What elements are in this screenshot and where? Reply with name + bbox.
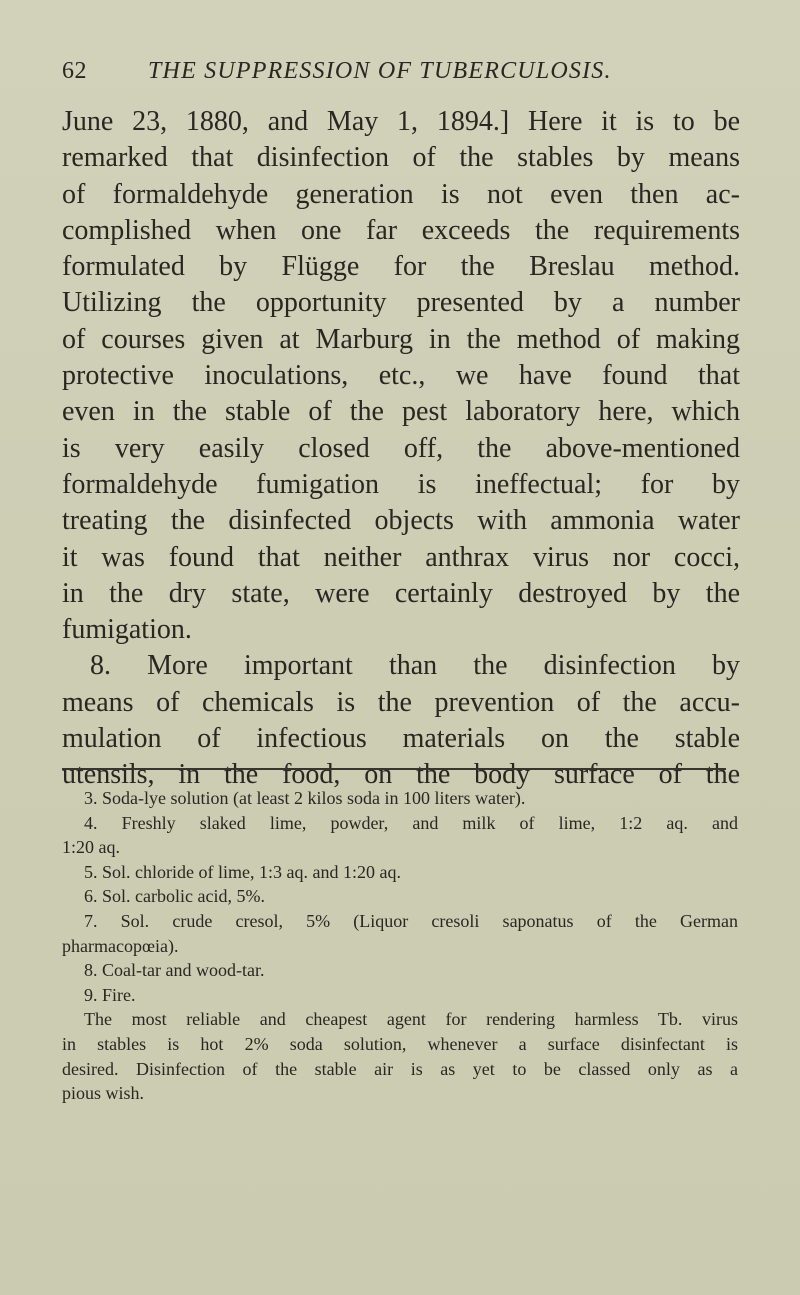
footnote-line: The most reliable and cheapest agent for rendering harmless Tb. virus	[84, 1009, 738, 1030]
body-line: fumigation.	[62, 614, 192, 646]
body-line: protective inoculations, etc., we have found that	[62, 360, 740, 392]
body-line: in the dry state, were certainly destroyed by the	[62, 577, 740, 609]
footnote-line: pious wish.	[62, 1083, 145, 1104]
footnote-line: 1:20 aq.	[62, 837, 120, 858]
body-line: remarked that disinfection of the stables by means	[62, 142, 740, 174]
footnote-line: in stables is hot 2% soda solution, whenever a surface disinfectant is	[62, 1033, 738, 1054]
footnote-line: 6. Sol. carbolic acid, 5%.	[84, 886, 265, 907]
page-header	[62, 58, 738, 88]
running-title: THE SUPPRESSION OF TUBERCULOSIS.	[148, 58, 612, 84]
body-line: mulation of infectious materials on the stable	[62, 723, 740, 755]
body-line: June 23, 1880, and May 1, 1894.] Here it is to be	[62, 106, 740, 137]
footnote-line: pharmacopœia).	[62, 935, 179, 956]
body-line: complished when one far exceeds the requirements	[62, 214, 740, 246]
body-line: of formaldehyde generation is not even then ac-	[62, 178, 740, 210]
footnote-divider	[62, 768, 726, 770]
body-line: utensils, in the food, on the body surface of the	[62, 759, 740, 791]
footnote-line: 8. Coal-tar and wood-tar.	[84, 960, 265, 981]
body-line: Utilizing the opportunity presented by a number	[62, 287, 740, 319]
body-line: it was found that neither anthrax virus nor cocci,	[62, 541, 740, 573]
body-line: of courses given at Marburg in the method of making	[62, 323, 740, 355]
body-line: treating the disinfected objects with ammonia water	[62, 505, 740, 537]
footnote-line: 9. Fire.	[84, 984, 136, 1005]
body-line: is very easily closed off, the above-mentioned	[62, 432, 740, 464]
body-text	[62, 104, 740, 794]
footnote-line: 4. Freshly slaked lime, powder, and milk of lime, 1:2 aq. and	[84, 812, 738, 833]
body-line: formaldehyde fumigation is ineffectual; for by	[62, 468, 740, 500]
footnote-line: desired. Disinfection of the stable air is as yet to be classed only as a	[62, 1058, 738, 1079]
body-line: even in the stable of the pest laboratory here, which	[62, 396, 740, 428]
footnotes	[62, 786, 738, 1106]
page-number: 62	[62, 58, 87, 84]
body-line: means of chemicals is the prevention of the accu-	[62, 686, 740, 718]
body-line: 8. More important than the disinfection by	[90, 650, 740, 682]
footnote-line: 7. Sol. crude cresol, 5% (Liquor cresoli saponatus of the German	[84, 910, 738, 931]
footnote-line: 3. Soda-lye solution (at least 2 kilos soda in 100 liters water).	[84, 788, 526, 808]
footnote-line: 5. Sol. chloride of lime, 1:3 aq. and 1:20 aq.	[84, 861, 401, 882]
body-line: formulated by Flügge for the Breslau method.	[62, 251, 740, 283]
